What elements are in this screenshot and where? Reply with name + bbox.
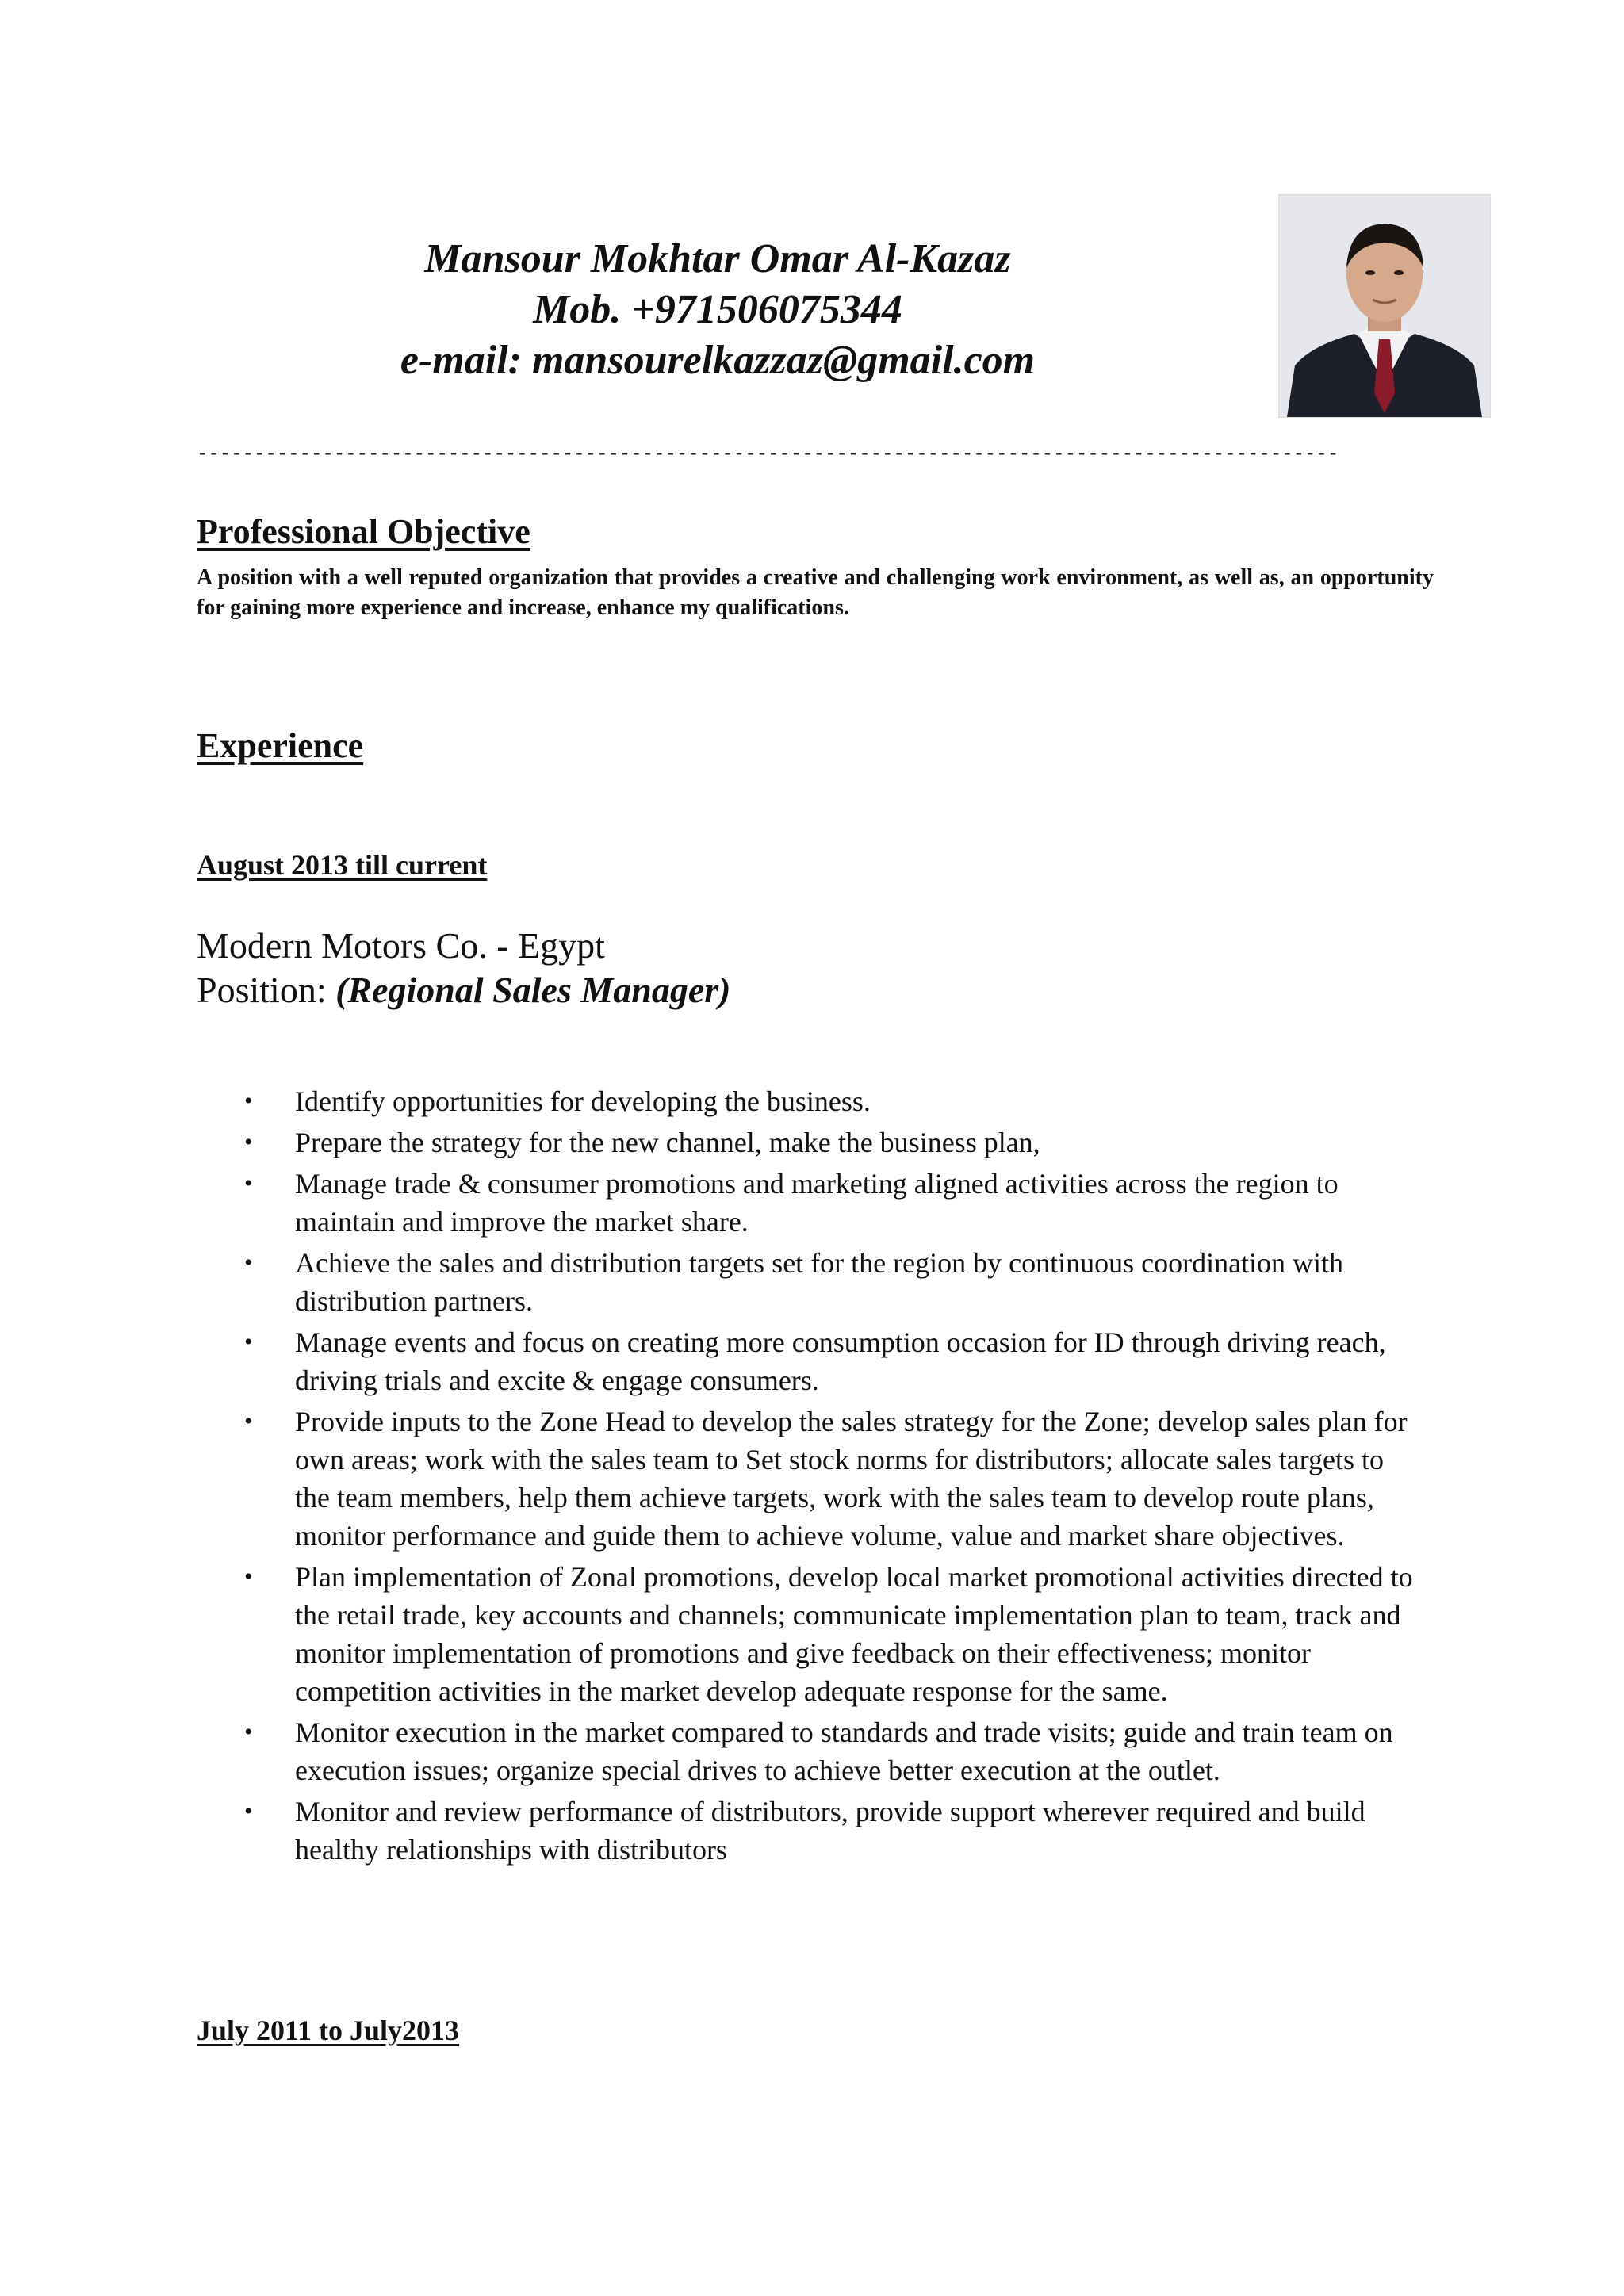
- duty-text: Manage events and focus on creating more consumption occasion for ID through driving reach, driving trials and excite & engage consumers.: [295, 1326, 1386, 1396]
- position-label: Position:: [197, 970, 327, 1010]
- bullet-icon: •: [244, 1129, 253, 1155]
- duty-item: [197, 1244, 1418, 1320]
- duty-item: [197, 1713, 1418, 1789]
- horizontal-divider: ----------------------------------------------------------------------------------------------------: [197, 444, 1339, 465]
- bullet-icon: •: [244, 1798, 253, 1824]
- duty-text: Manage trade & consumer promotions and marketing aligned activities across the region to maintain and improve the market share.: [295, 1168, 1339, 1238]
- duty-item: [197, 1165, 1418, 1241]
- position-title: (Regional Sales Manager): [335, 970, 731, 1010]
- bullet-icon: •: [244, 1563, 253, 1590]
- experience-heading: Experience: [197, 726, 364, 765]
- bullet-icon: •: [244, 1408, 253, 1434]
- duty-item: [197, 1402, 1418, 1555]
- duty-item: [197, 1558, 1418, 1710]
- bullet-icon: •: [244, 1329, 253, 1355]
- company-name: Modern Motors Co. - Egypt: [197, 925, 605, 966]
- duty-item: [197, 1323, 1418, 1399]
- candidate-name: Mansour Mokhtar Omar Al-Kazaz: [424, 236, 1011, 281]
- resume-header: [190, 234, 1245, 386]
- duty-text: Monitor execution in the market compared to standards and trade visits; guide and train team on execution issues; organize special drives to achieve better execution at the outlet.: [295, 1716, 1393, 1786]
- bullet-icon: •: [244, 1719, 253, 1745]
- duty-text: Identify opportunities for developing the business.: [295, 1085, 871, 1117]
- position-line: [197, 968, 730, 1012]
- job-period: August 2013 till current: [197, 849, 488, 881]
- objective-text: A position with a well reputed organization that provides a creative and challenging work environment, as well as, an opportunity for gaining more experience and increase, enhance my qualifications.: [197, 565, 1434, 620]
- duty-item: [197, 1793, 1418, 1869]
- job-period: July 2011 to July2013: [197, 2015, 460, 2046]
- duty-text: Achieve the sales and distribution targets set for the region by continuous coordination with distribution partners.: [295, 1247, 1344, 1317]
- duty-item: [197, 1123, 1418, 1161]
- duty-text: Prepare the strategy for the new channel, make the business plan,: [295, 1127, 1040, 1158]
- duties-list: [197, 1082, 1418, 1872]
- duty-text: Plan implementation of Zonal promotions, develop local market promotional activities directed to the retail trade, key accounts and channels; communicate implementation plan to team, track and monitor implementation of promotions and give feedback on their effectiveness; monitor competition activities in the market develop adequate response for the same.: [295, 1561, 1413, 1707]
- mobile-number: Mob. +971506075344: [533, 287, 902, 332]
- duty-text: Monitor and review performance of distributors, provide support wherever required and build healthy relationships with distributors: [295, 1796, 1365, 1866]
- email-address: e-mail: mansourelkazzaz@gmail.com: [400, 338, 1036, 383]
- bullet-icon: •: [244, 1088, 253, 1114]
- job-company-block: [197, 924, 730, 1012]
- duty-item: [197, 1082, 1418, 1120]
- bullet-icon: •: [244, 1249, 253, 1276]
- profile-photo: [1278, 194, 1491, 418]
- duty-text: Provide inputs to the Zone Head to develop the sales strategy for the Zone; develop sales plan for own areas; work with the sales team to Set stock norms for distributors; allocate sales targets to the team members, help them achieve targets, work with the sales team to develop route plans, monitor performance and guide them to achieve volume, value and market share objectives.: [295, 1406, 1408, 1552]
- objective-heading: Professional Objective: [197, 512, 530, 551]
- bullet-icon: •: [244, 1170, 253, 1196]
